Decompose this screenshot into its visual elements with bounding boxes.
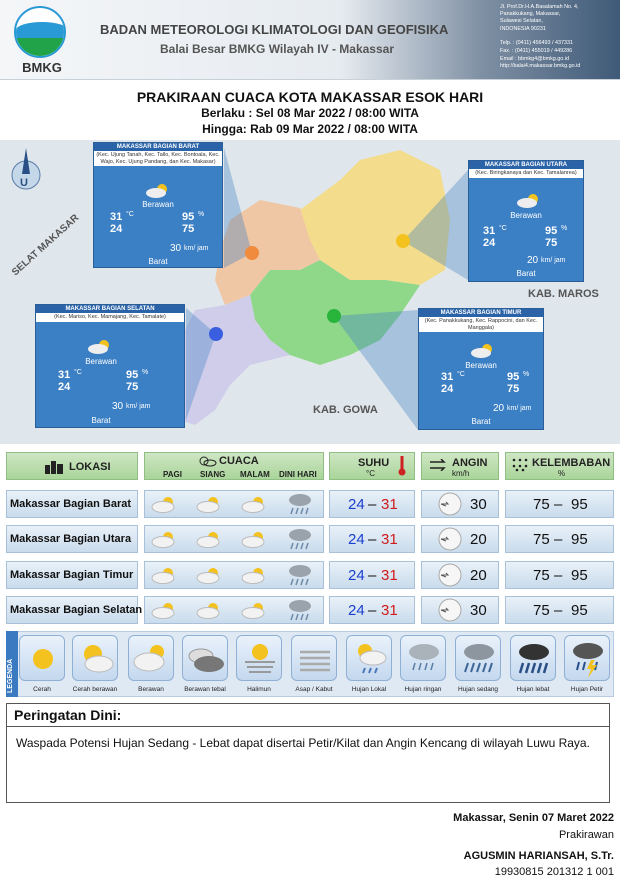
wind-speed: 30 xyxy=(470,602,487,619)
sunny-icon xyxy=(20,636,66,682)
temp-max: 31 xyxy=(483,225,496,237)
weather-icon xyxy=(197,455,217,467)
panel-condition: Berawan xyxy=(142,200,174,209)
warning-text: Waspada Potensi Hujan Sedang - Lebat dapat disertai Petir/Kilat dan Angin Kencang di wilayah Luwu Raya. xyxy=(16,736,590,750)
local-rain-icon xyxy=(347,636,393,682)
wind-unit: km/ jam xyxy=(126,403,151,410)
hum-unit: % xyxy=(561,225,568,232)
panel-selatan xyxy=(35,304,185,428)
hum-min: 75 xyxy=(182,223,195,235)
marker-timur xyxy=(327,309,341,323)
haze-icon xyxy=(237,636,283,682)
hum-max: 95 xyxy=(545,225,558,237)
legend-tile xyxy=(346,635,392,681)
panel-condition: Berawan xyxy=(510,211,542,220)
signature-role: Prakirawan xyxy=(558,829,614,841)
agency-contact: Telp. : (0411) 456493 / 437331 Fax. : (0411) 455019 / 449286 Email : bbmkg4@bmkg.go.id http://balai4.makassar.bmkg.go.id xyxy=(500,40,581,70)
legend-label: Cerah berawan xyxy=(72,686,118,693)
hum-dash: – xyxy=(554,496,563,513)
header-lokasi xyxy=(6,452,138,480)
humidity-icon xyxy=(512,458,528,472)
page-title: PRAKIRAAN CUACA KOTA MAKASSAR ESOK HARI xyxy=(136,89,484,105)
cloudy-icon xyxy=(195,601,223,624)
wind-speed: 30 xyxy=(112,401,124,412)
header-kelembaban xyxy=(505,452,614,480)
header-cuaca-label: CUACA xyxy=(219,455,259,467)
legend-label: Hujan Petir xyxy=(570,686,604,693)
label-kab-maros: KAB. MAROS xyxy=(528,288,599,300)
wind-direction: Barat xyxy=(516,269,536,278)
thermometer-icon xyxy=(398,456,406,476)
temp-min: 24 xyxy=(348,531,365,548)
partly-cloudy-icon xyxy=(73,636,119,682)
temp-dash: – xyxy=(368,567,377,584)
rain-icon xyxy=(287,492,313,521)
hum-max: 95 xyxy=(571,531,588,548)
valid-to: Hingga: Rab 09 Mar 2022 / 08:00 WITA xyxy=(202,122,418,136)
hum-max: 95 xyxy=(182,211,195,223)
legend-label: Hujan sedang xyxy=(457,686,499,693)
legend-side-label: LEGENDA xyxy=(7,658,14,693)
panel-kec: (Kec. Ujung Tanah, Kec. Tallo, Kec. Bontoala, Kec. Wajo, Kec. Ujung Pandang, dan Kec. Makasar) xyxy=(94,151,222,166)
temp-min: 24 xyxy=(348,602,365,619)
panel-kec: (Kec. Mariso, Kec. Mamajang, Kec. Tamalate) xyxy=(36,313,184,322)
temp-min: 24 xyxy=(348,496,365,513)
signature-nip: 19930815 201312 1 001 xyxy=(494,866,614,878)
legend-tile xyxy=(455,635,501,681)
moderate-rain-icon xyxy=(456,636,502,682)
temp-unit: °C xyxy=(74,369,82,376)
wind-dial-icon xyxy=(437,562,463,593)
signature-place-date: Makassar, Senin 07 Maret 2022 xyxy=(453,812,614,824)
bmkg-logo xyxy=(14,6,66,58)
temp-unit: °C xyxy=(126,211,134,218)
agency-address: Jl. Prof.Dr.H.A.Basalamah No. 4, Panakkukang, Makassar, Sulawesi Selatan, INDONESIA 90231 xyxy=(500,4,579,32)
panel-title: MAKASSAR BAGIAN BARAT xyxy=(94,143,222,151)
period-malam: MALAM xyxy=(240,470,270,479)
marker-utara xyxy=(396,234,410,248)
hum-min: 75 xyxy=(126,381,139,393)
label-kab-gowa: KAB. GOWA xyxy=(313,404,378,416)
header-suhu-unit: °C xyxy=(366,469,375,478)
cloudy-icon xyxy=(240,566,268,589)
marker-barat xyxy=(245,246,259,260)
rain-icon xyxy=(287,527,313,556)
wind-unit: km/ jam xyxy=(541,257,566,264)
cloudy-icon xyxy=(150,495,178,518)
temp-unit: °C xyxy=(457,371,465,378)
legend-label: Berawan xyxy=(138,686,164,693)
hum-min: 75 xyxy=(533,496,550,513)
temp-min: 24 xyxy=(58,381,71,393)
header-kelembaban-label: KELEMBABAN xyxy=(532,457,611,469)
header-lokasi-label: LOKASI xyxy=(69,461,111,473)
cloudy-icon xyxy=(150,566,178,589)
table-row-name: Makassar Bagian Selatan xyxy=(10,604,143,616)
legend-tile xyxy=(128,635,174,681)
header-suhu xyxy=(329,452,415,480)
period-siang: SIANG xyxy=(200,470,226,479)
cloudy-icon xyxy=(195,566,223,589)
heavy-rain-icon xyxy=(511,636,557,682)
panel-title: MAKASSAR BAGIAN UTARA xyxy=(469,161,583,169)
period-dini-hari: DINI HARI xyxy=(279,470,317,479)
table-row-name: Makassar Bagian Barat xyxy=(10,498,132,510)
legend-label: Hujan Lokal xyxy=(351,686,387,693)
cloudy-icon xyxy=(195,495,223,518)
header-angin xyxy=(421,452,499,480)
wind-dial-icon xyxy=(437,491,463,522)
marker-selatan xyxy=(209,327,223,341)
signature-name: AGUSMIN HARIANSAH, S.Tr. xyxy=(463,850,614,862)
legend-tile xyxy=(236,635,282,681)
header-suhu-label: SUHU xyxy=(358,457,390,469)
wind-speed: 30 xyxy=(470,496,487,513)
cloudy-icon xyxy=(144,183,172,199)
table-row-name: Makassar Bagian Utara xyxy=(10,533,132,545)
temp-max: 31 xyxy=(110,211,123,223)
header-angin-label: ANGIN xyxy=(452,457,488,469)
cloudy-icon xyxy=(150,530,178,553)
wind-speed: 20 xyxy=(493,403,505,414)
temp-max: 31 xyxy=(441,371,454,383)
temp-dash: – xyxy=(368,531,377,548)
temp-min: 24 xyxy=(441,383,454,395)
wind-speed: 20 xyxy=(470,531,487,548)
warning-title: Peringatan Dini: xyxy=(6,703,610,727)
panel-timur xyxy=(418,308,544,430)
wind-speed: 20 xyxy=(527,255,539,266)
table-row-name: Makassar Bagian Timur xyxy=(10,569,134,581)
temp-min: 24 xyxy=(110,223,123,235)
temp-max: 31 xyxy=(381,602,398,619)
legend-label: Cerah xyxy=(33,686,51,693)
legend-label: Hujan lebat xyxy=(516,686,550,693)
hum-min: 75 xyxy=(533,602,550,619)
forecast-map xyxy=(0,140,620,444)
temp-min: 24 xyxy=(483,237,496,249)
temp-dash: – xyxy=(368,602,377,619)
label-selat-makasar: SELAT MAKASAR xyxy=(10,212,82,279)
hum-max: 95 xyxy=(571,496,588,513)
period-pagi: PAGI xyxy=(163,470,182,479)
legend-tile xyxy=(72,635,118,681)
hum-min: 75 xyxy=(533,567,550,584)
hum-min: 75 xyxy=(507,383,520,395)
overcast-icon xyxy=(183,636,229,682)
hum-max: 95 xyxy=(126,369,139,381)
thunderstorm-icon xyxy=(565,636,611,682)
cloudy-icon xyxy=(195,530,223,553)
wind-speed: 30 xyxy=(170,243,182,254)
wind-dial-icon xyxy=(437,597,463,628)
cloudy-icon xyxy=(469,343,497,359)
wind-direction: Barat xyxy=(471,417,491,426)
panel-utara xyxy=(468,160,584,282)
legend-label: Asap / Kabut xyxy=(295,686,333,693)
hum-min: 75 xyxy=(533,531,550,548)
legend-tile xyxy=(182,635,228,681)
valid-from: Berlaku : Sel 08 Mar 2022 / 08:00 WITA xyxy=(201,106,419,120)
panel-title: MAKASSAR BAGIAN SELATAN xyxy=(36,305,184,313)
legend-tile xyxy=(400,635,446,681)
panel-kec: (Kec. Biringkanaya dan Kec. Tamalanrea) xyxy=(469,169,583,178)
header-cuaca xyxy=(144,452,324,480)
logo-text: BMKG xyxy=(22,60,62,75)
hum-unit: % xyxy=(198,211,205,218)
cloudy-icon xyxy=(515,193,543,209)
hum-unit: % xyxy=(523,371,530,378)
hum-dash: – xyxy=(554,567,563,584)
panel-barat xyxy=(93,142,223,268)
cloudy-icon xyxy=(129,636,175,682)
agency-subtitle: Balai Besar BMKG Wilayah IV - Makassar xyxy=(160,42,394,56)
temp-dash: – xyxy=(368,496,377,513)
wind-icon xyxy=(430,459,450,471)
wind-unit: km/ jam xyxy=(184,245,209,252)
temp-min: 24 xyxy=(348,567,365,584)
fog-icon xyxy=(292,636,338,682)
legend-label: Halimun xyxy=(247,686,271,693)
hum-max: 95 xyxy=(507,371,520,383)
hum-max: 95 xyxy=(571,567,588,584)
legend-tile xyxy=(291,635,337,681)
panel-condition: Berawan xyxy=(465,361,497,370)
legend-tile xyxy=(510,635,556,681)
panel-title: MAKASSAR BAGIAN TIMUR xyxy=(419,309,543,317)
cloudy-icon xyxy=(240,495,268,518)
agency-title: BADAN METEOROLOGI KLIMATOLOGI DAN GEOFISIKA xyxy=(100,22,449,37)
wind-direction: Barat xyxy=(148,257,168,266)
city-icon xyxy=(45,460,65,474)
panel-kec: (Kec. Panakkukang, Kec. Rappocini, dan Kec. Manggala) xyxy=(419,317,543,332)
header-kelembaban-unit: % xyxy=(558,469,566,478)
light-rain-icon xyxy=(401,636,447,682)
cloudy-icon xyxy=(150,601,178,624)
cloudy-icon xyxy=(240,530,268,553)
hum-dash: – xyxy=(554,531,563,548)
hum-dash: – xyxy=(554,602,563,619)
header-angin-unit: km/h xyxy=(452,469,470,478)
temp-max: 31 xyxy=(381,567,398,584)
wind-unit: km/ jam xyxy=(507,405,532,412)
wind-dial-icon xyxy=(437,526,463,557)
legend-tile xyxy=(564,635,610,681)
rain-icon xyxy=(287,598,313,627)
temp-max: 31 xyxy=(58,369,71,381)
temp-max: 31 xyxy=(381,531,398,548)
panel-condition: Berawan xyxy=(85,357,117,366)
legend-tile xyxy=(19,635,65,681)
temp-max: 31 xyxy=(381,496,398,513)
cloudy-icon xyxy=(86,339,114,355)
wind-direction: Barat xyxy=(91,416,111,425)
rain-icon xyxy=(287,563,313,592)
legend-label: Hujan ringan xyxy=(404,686,442,693)
cloudy-icon xyxy=(240,601,268,624)
hum-min: 75 xyxy=(545,237,558,249)
compass-label: U xyxy=(20,177,28,189)
hum-unit: % xyxy=(142,369,149,376)
wind-speed: 20 xyxy=(470,567,487,584)
temp-unit: °C xyxy=(499,225,507,232)
legend-label: Berawan tebal xyxy=(184,686,226,693)
hum-max: 95 xyxy=(571,602,588,619)
